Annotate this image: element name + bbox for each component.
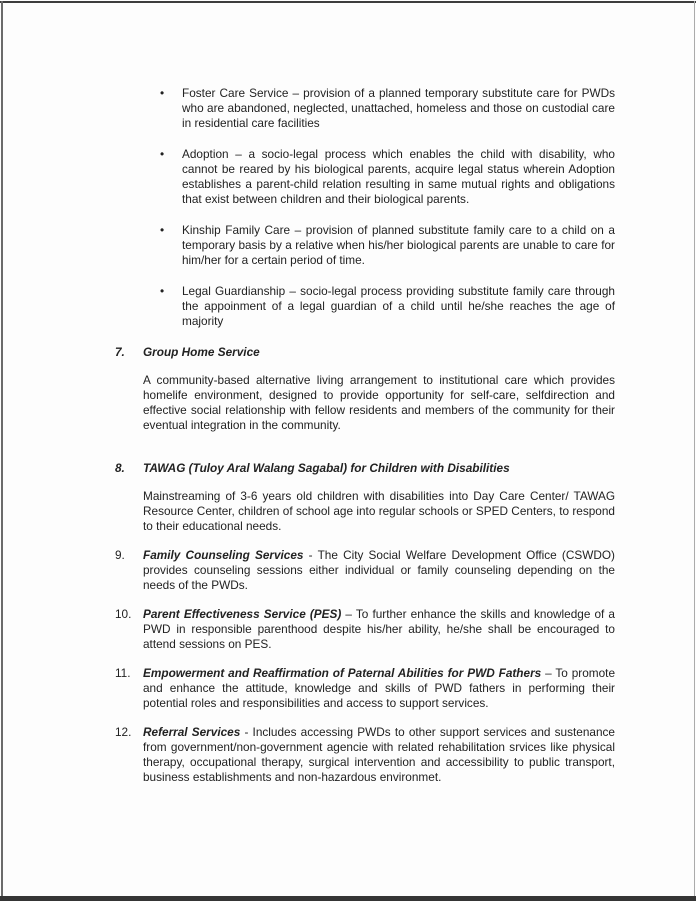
item-text xyxy=(143,666,615,711)
item-title: TAWAG (Tuloy Aral Walang Sagabal) for Children with Disabilities xyxy=(143,461,510,475)
bullet-item xyxy=(160,86,615,131)
numbered-heading xyxy=(115,461,615,476)
numbered-item xyxy=(115,666,615,711)
bullet-icon: • xyxy=(160,147,165,161)
item-text xyxy=(143,725,615,785)
page-edge-top xyxy=(0,1,696,3)
bullet-text: Foster Care Service – provision of a planned temporary substitute care for PWDs who are abandoned, neglected, unattached, homeless and those on custodial care in residential care facilities xyxy=(182,86,615,130)
page-content xyxy=(115,86,615,785)
bullet-item xyxy=(160,147,615,207)
numbered-list xyxy=(115,345,615,785)
item-number: 9. xyxy=(115,548,125,562)
item-number: 10. xyxy=(115,607,132,621)
numbered-item xyxy=(115,725,615,785)
bullet-icon: • xyxy=(160,284,165,298)
item-body: A community-based alternative living arrangement to institutional care which provides homelife environment, designed to provide opportunity for self-care, selfdirection and effective social relationship with fellow residents and members of the community for their eventual integration in the community. xyxy=(143,373,615,432)
item-lead: Parent Effectiveness Service (PES) xyxy=(143,607,342,621)
item-body: Mainstreaming of 3-6 years old children with disabilities into Day Care Center/ TAWAG Resource Center, children of school age into regular schools or SPED Centers, to respond to their educational needs. xyxy=(143,489,615,533)
page-edge-bottom xyxy=(0,896,696,901)
item-number: 12. xyxy=(115,725,132,739)
bullet-icon: • xyxy=(160,223,165,237)
bullet-item xyxy=(160,223,615,268)
item-rest: The City Social Welfare Development Office (CSWDO) provides counseling sessions either individual or family counseling depending on the needs of the PWDs. xyxy=(143,548,615,592)
page-edge-right xyxy=(694,1,695,896)
item-text xyxy=(143,607,615,652)
item-separator: – xyxy=(341,607,356,621)
item-rest: Includes accessing PWDs to other support services and sustenance from government/non-government agencie with related rehabilitation srvices like physical therapy, occupational therapy, surgical intervention and accessibility to public transport, business establishments and non-hazardous environmet. xyxy=(143,725,615,784)
item-lead: Empowerment and Reaffirmation of Paternal Abilities for PWD Fathers xyxy=(143,666,542,680)
item-number: 11. xyxy=(115,666,131,680)
bullet-list xyxy=(115,86,615,329)
item-title: Group Home Service xyxy=(143,345,260,359)
item-lead: Referral Services xyxy=(143,725,241,739)
bullet-text: Adoption – a socio-legal process which enables the child with disability, who cannot be reared by his biological parents, acquire legal status wherein Adoption establishes a parent-child relation resulting in same mutual rights and obligations that exist between children and their biological parents. xyxy=(182,147,615,206)
item-lead: Family Counseling Services xyxy=(143,548,304,562)
numbered-item xyxy=(115,548,615,593)
item-separator: – xyxy=(541,666,556,680)
bullet-text: Kinship Family Care – provision of planned substitute family care to a child on a temporary basis by a relative when his/her biological parents are unable to care for him/her for a certain period of time. xyxy=(182,223,615,267)
item-rest: To further enhance the skills and knowledge of a PWD in responsible parenthood despite his/her ability, he/she shall be encouraged to attend sessions on PES. xyxy=(143,607,615,651)
bullet-icon: • xyxy=(160,86,165,100)
numbered-heading xyxy=(115,345,615,360)
bullet-text: Legal Guardianship – socio-legal process providing substitute family care through the appoinment of a legal guardian of a child until he/she reaches the age of majority xyxy=(182,284,615,328)
item-separator: - xyxy=(240,725,253,739)
item-number: 7. xyxy=(115,345,125,359)
item-separator: - xyxy=(303,548,318,562)
item-rest: To promote and enhance the attitude, knowledge and skills of PWD fathers in performing their potential roles and responsibilities and access to support services. xyxy=(143,666,616,710)
bullet-item xyxy=(160,284,615,329)
item-number: 8. xyxy=(115,461,125,475)
numbered-item xyxy=(115,607,615,652)
item-text xyxy=(143,548,615,593)
page-edge-left xyxy=(1,1,3,896)
